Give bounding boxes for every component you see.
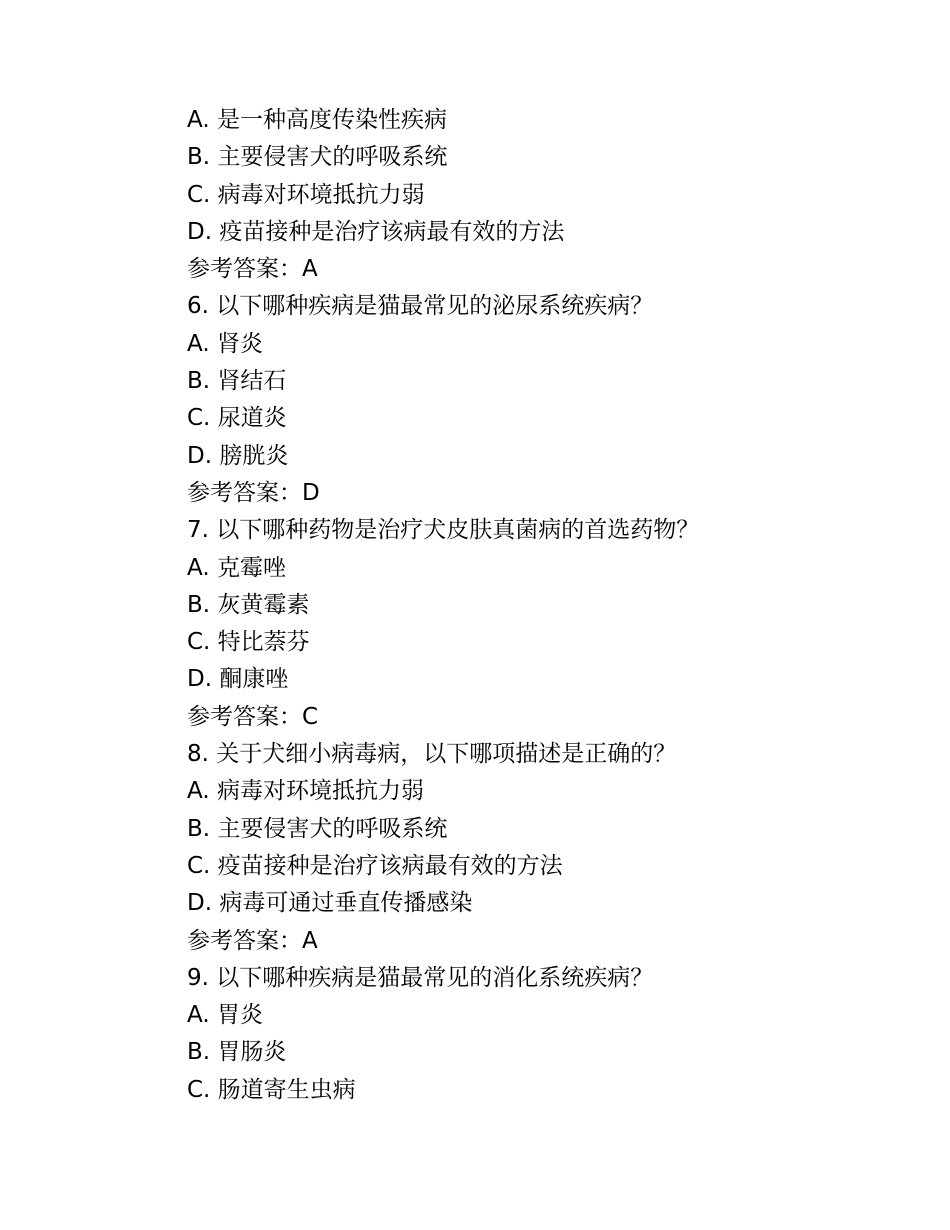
question-8-option-c: C. 疫苗接种是治疗该病最有效的方法: [187, 852, 563, 879]
question-8-option-a: A. 病毒对环境抵抗力弱: [187, 778, 424, 805]
question-9-option-c: C. 肠道寄生虫病: [187, 1076, 356, 1103]
option-d-line: D. 疫苗接种是治疗该病最有效的方法: [187, 218, 565, 245]
question-6-option-d: D. 膀胱炎: [187, 442, 289, 469]
question-7-option-d: D. 酮康唑: [187, 666, 289, 693]
answer-line: 参考答案：A: [187, 256, 318, 283]
question-8: 8. 关于犬细小病毒病，以下哪项描述是正确的？: [187, 741, 677, 768]
question-9-option-a: A. 胃炎: [187, 1002, 263, 1029]
option-b-line: B. 主要侵害犬的呼吸系统: [187, 144, 448, 171]
question-7-option-b: B. 灰黄霉素: [187, 591, 310, 618]
question-8-option-d: D. 病毒可通过垂直传播感染: [187, 890, 473, 917]
question-6-option-b: B. 肾结石: [187, 368, 287, 395]
question-6-option-a: A. 肾炎: [187, 330, 263, 357]
option-c-line: C. 病毒对环境抵抗力弱: [187, 181, 425, 208]
question-text-block: [187, 102, 907, 1109]
question-8-answer: 参考答案：A: [187, 927, 318, 954]
question-7-answer: 参考答案：C: [187, 703, 319, 730]
question-7: 7. 以下哪种药物是治疗犬皮肤真菌病的首选药物？: [187, 517, 700, 544]
question-7-option-a: A. 克霉唑: [187, 554, 286, 581]
question-6-option-c: C. 尿道炎: [187, 405, 287, 432]
question-7-option-c: C. 特比萘芬: [187, 629, 310, 656]
question-6: 6. 以下哪种疾病是猫最常见的泌尿系统疾病？: [187, 293, 654, 320]
question-8-option-b: B. 主要侵害犬的呼吸系统: [187, 815, 448, 842]
question-9: 9. 以下哪种疾病是猫最常见的消化系统疾病？: [187, 964, 654, 991]
option-a-line: A. 是一种高度传染性疾病: [187, 107, 447, 133]
question-6-answer: 参考答案：D: [187, 479, 320, 506]
question-9-option-b: B. 胃肠炎: [187, 1039, 287, 1066]
